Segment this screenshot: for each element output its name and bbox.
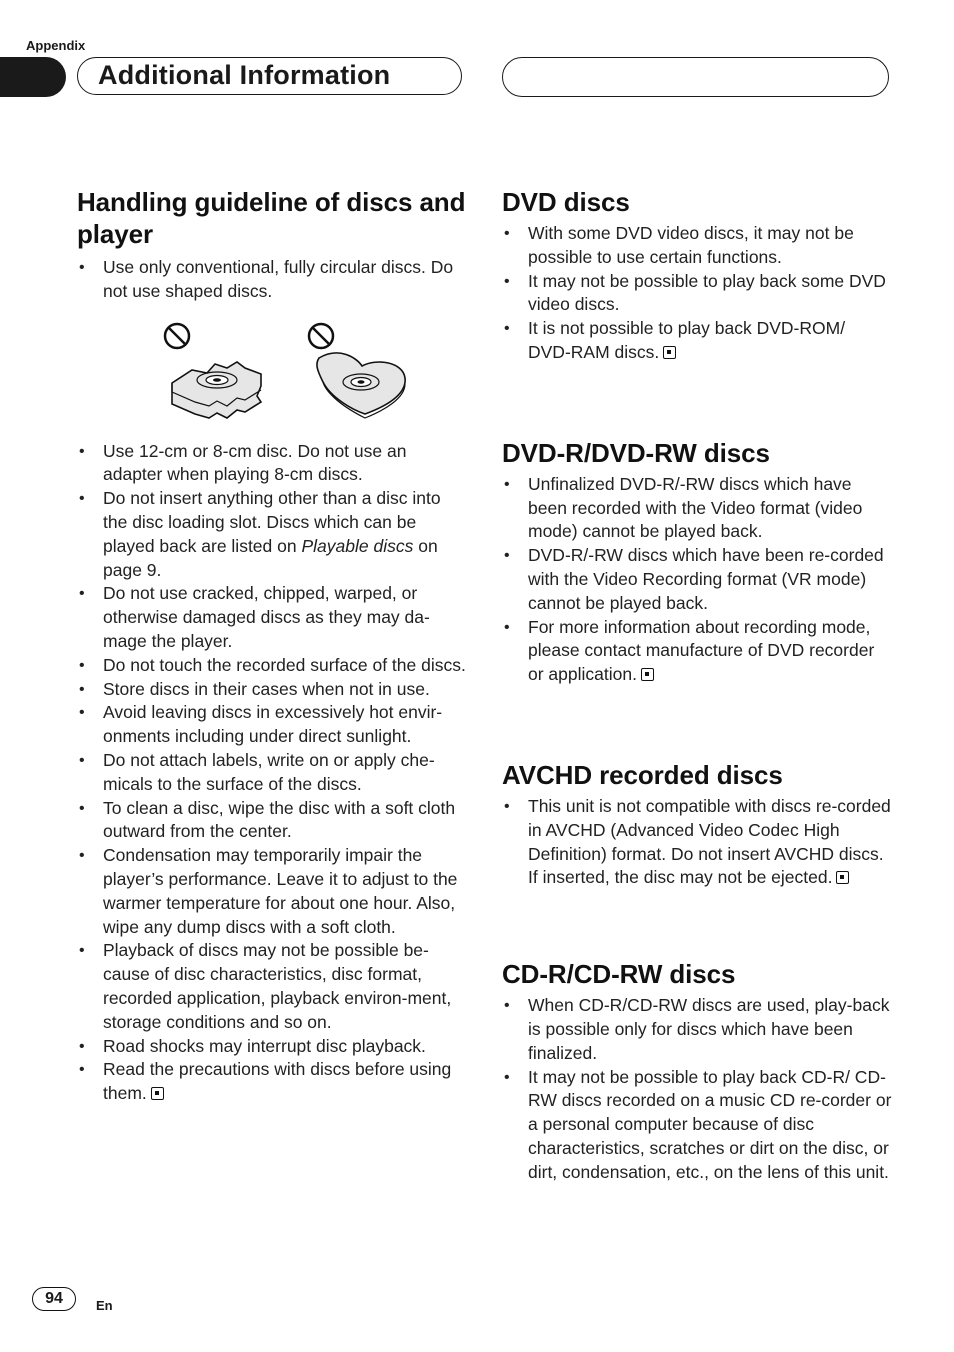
list-item: • Do not attach labels, write on or apply che-micals to the surface of the discs. [77, 749, 467, 797]
list-item: • DVD-R/-RW discs which have been re-corded with the Video Recording format (VR mode) cannot be played back. [502, 544, 892, 615]
list-item: • With some DVD video discs, it may not be possible to use certain functions. [502, 222, 892, 270]
appendix-label: Appendix [26, 38, 86, 53]
list-item-last [502, 317, 892, 365]
list-item: • Store discs in their cases when not in use. [77, 678, 467, 702]
right-column [502, 186, 892, 1185]
list-item: • Playback of discs may not be possible be-cause of disc characteristics, disc format, recorded application, playback environ-ment, storage conditions and so on. [77, 939, 467, 1034]
empty-header-pill [502, 57, 889, 97]
page-number: 94 [32, 1287, 76, 1311]
left-column [77, 186, 467, 1106]
list-item-last [502, 795, 892, 890]
dvdr-list [502, 473, 892, 687]
list-item-insert [77, 487, 467, 582]
list-item-text: This unit is not compatible with discs re-corded in AVCHD (Advanced Video Codec High Definition) format. Do not insert AVCHD discs. If inserted, the disc may not be ejected. [528, 795, 891, 888]
list-item: • Use 12-cm or 8-cm disc. Do not use an adapter when playing 8-cm discs. [77, 440, 467, 488]
list-item: • To clean a disc, wipe the disc with a soft cloth outward from the center. [77, 797, 467, 845]
list-item: • It may not be possible to play back some DVD video discs. [502, 270, 892, 318]
list-item: • Condensation may temporarily impair the player’s performance. Leave it to adjust to the warmer temperature for about one hour. Also, wipe any dump discs with a soft cloth. [77, 844, 467, 939]
section-title-pill [77, 57, 462, 95]
list-item-last [502, 616, 892, 687]
list-item: • Do not use cracked, chipped, warped, or otherwise damaged discs as they may da-mage the player. [77, 582, 467, 653]
section-tab-marker [0, 57, 66, 97]
end-mark-icon [641, 668, 654, 681]
cross-reference: Playable discs [301, 535, 414, 556]
language-code: En [96, 1298, 113, 1313]
list-item: • Do not touch the recorded surface of the discs. [77, 654, 467, 678]
list-item: • Use only conventional, fully circular discs. Do not use shaped discs. [77, 256, 467, 304]
end-mark-icon [151, 1087, 164, 1100]
list-item-text: Read the precautions with discs before using them. [103, 1059, 452, 1104]
list-item: • Road shocks may interrupt disc playback. [77, 1035, 467, 1059]
shaped-discs-illustration [77, 318, 467, 430]
list-item-text: It is not possible to play back DVD-ROM/ DVD-RAM discs. [528, 318, 846, 362]
dvdr-heading: DVD-R/DVD-RW discs [502, 437, 770, 468]
list-item-text: For more information about recording mode, please contact manufacture of DVD recorder or application. [528, 616, 875, 685]
heart-disc-icon [317, 353, 405, 418]
handling-list-intro [77, 256, 467, 304]
end-mark-icon [836, 871, 849, 884]
avchd-list [502, 795, 892, 890]
list-item-text: Do not insert anything other than a disc into the disc loading slot. Discs which can be played back are listed on [103, 488, 441, 556]
dvd-list [502, 222, 892, 365]
cdr-list [502, 994, 892, 1184]
shaped-discs-svg [157, 318, 417, 430]
section-title: Additional Information [98, 60, 391, 90]
avchd-heading: AVCHD recorded discs [502, 759, 783, 790]
handling-heading: Handling guideline of discs and player [77, 187, 466, 249]
handling-list [77, 440, 467, 1106]
list-item: • Avoid leaving discs in excessively hot envir-onments including under direct sunlight. [77, 701, 467, 749]
list-item: • Unfinalized DVD-R/-RW discs which have been recorded with the Video format (video mode) cannot be played back. [502, 473, 892, 544]
list-item: • It may not be possible to play back CD-R/ CD-RW discs recorded on a music CD re-corder or a personal computer because of disc characteristics, scratches or dirt on the disc, or dirt, condensation, etc., on the lens of this unit. [502, 1066, 892, 1185]
shaped-disc-icon [172, 362, 261, 418]
list-item-text: on page 9. [103, 535, 438, 580]
prohibition-icon [165, 324, 189, 348]
list-item: • When CD-R/CD-RW discs are used, play-back is possible only for discs which have been finalized. [502, 994, 892, 1065]
prohibition-icon [309, 324, 333, 348]
cdr-heading: CD-R/CD-RW discs [502, 959, 736, 990]
list-item-last [77, 1058, 467, 1106]
end-mark-icon [663, 346, 676, 359]
dvd-heading: DVD discs [502, 187, 630, 217]
